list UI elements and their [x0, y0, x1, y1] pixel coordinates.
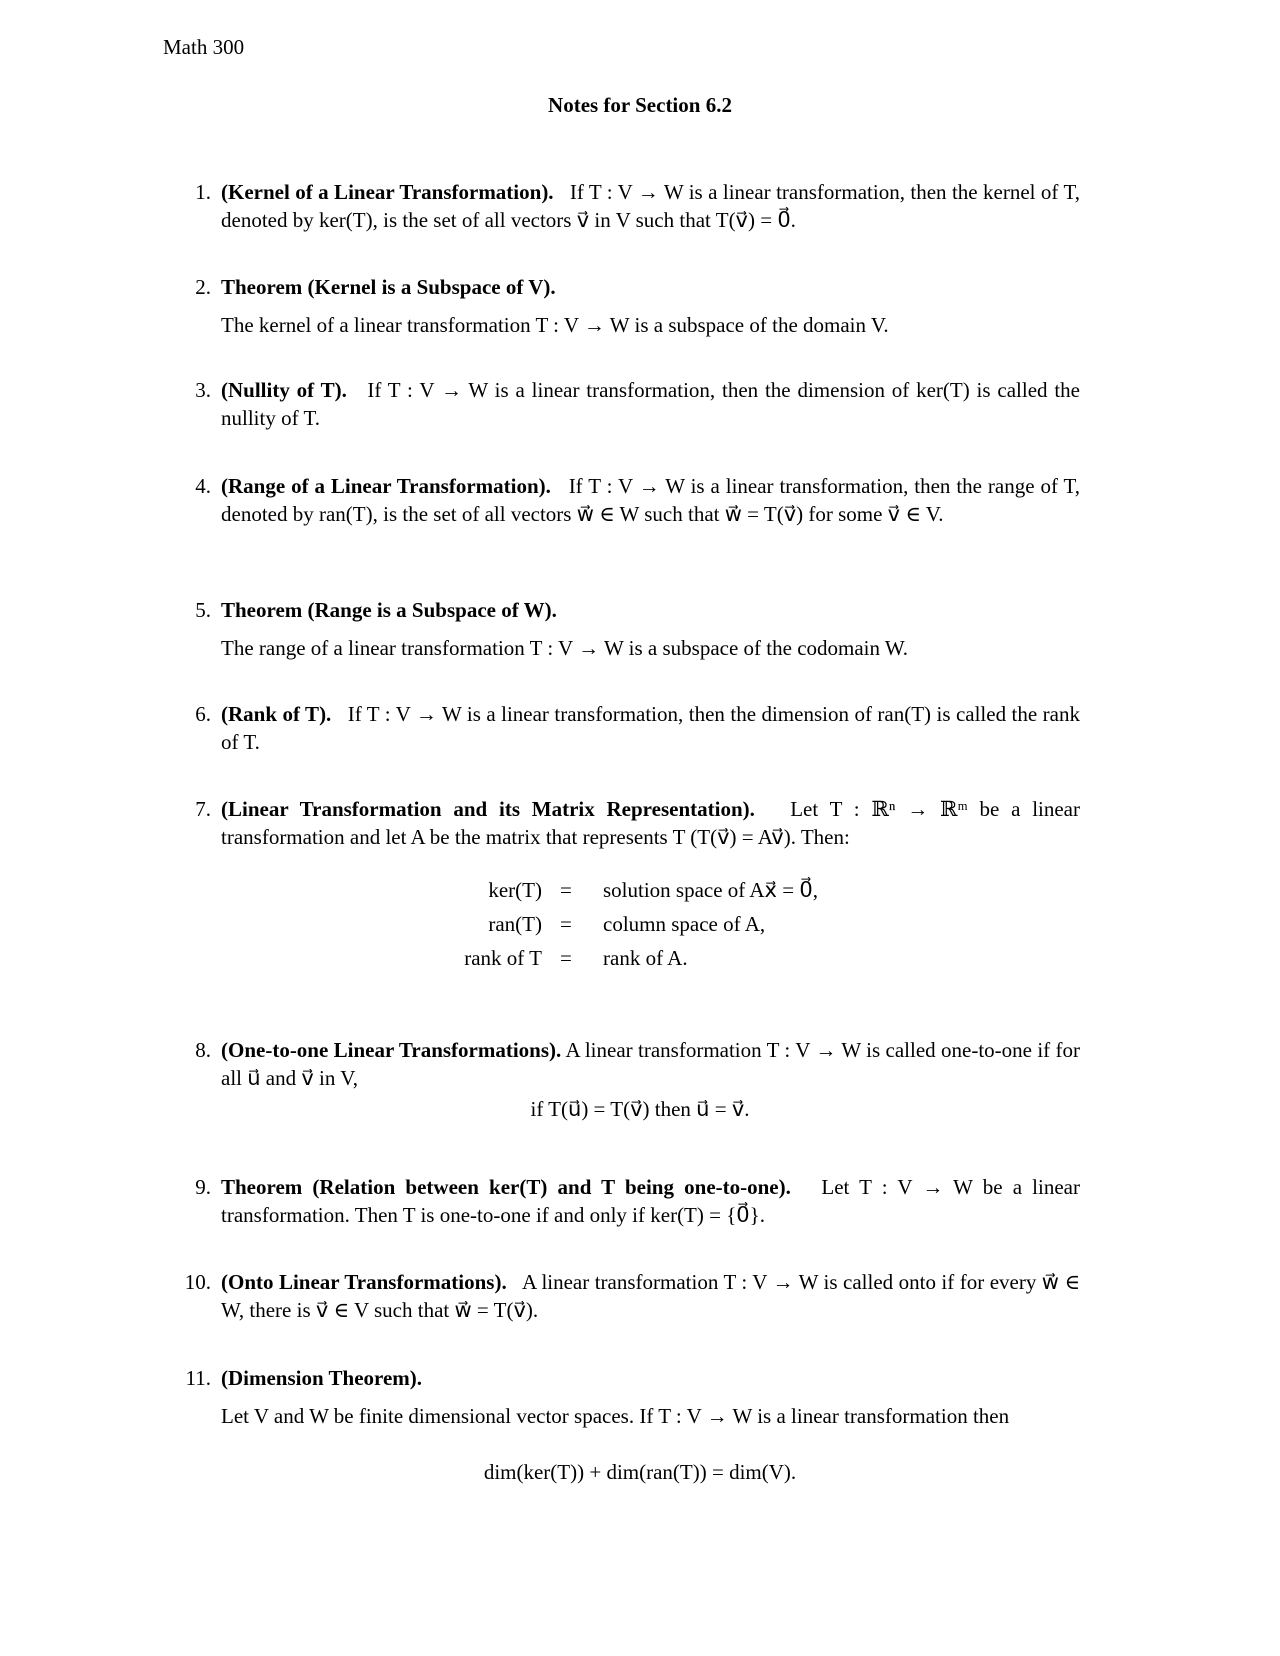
item-number: 2. [195, 275, 211, 299]
item-heading: (Range of a Linear Transformation). [221, 474, 551, 498]
note-item-range [168, 472, 1080, 528]
note-item-onto [168, 1268, 1080, 1324]
note-item-kernel-subspace [168, 273, 1080, 339]
equation-equals: = [560, 946, 572, 970]
note-item-rank [168, 700, 1080, 756]
item-text: If T : V → W is a linear transformation, then the kernel of T, denoted by ker(T), is the set of all vectors v⃗ in V such that T(v⃗) = 0⃗. [221, 180, 1080, 232]
item-heading: (Nullity of T). [221, 378, 347, 402]
display-equation: dim(ker(T)) + dim(ran(T)) = dim(V). [483, 1460, 797, 1484]
note-item-nullity [168, 376, 1080, 432]
item-number: 7. [195, 797, 211, 821]
item-number: 1. [195, 180, 211, 204]
item-number: 10. [184, 1270, 211, 1294]
item-heading: (Onto Linear Transformations). [221, 1270, 507, 1294]
note-item-range-subspace [168, 596, 1080, 662]
note-item-kernel-one-to-one [168, 1173, 1080, 1229]
item-number: 8. [195, 1038, 211, 1062]
item-text: A linear transformation T : V → W is called one-to-one if for all u⃗ and v⃗ in V, [221, 1038, 1081, 1090]
equation-equals: = [560, 912, 572, 936]
equation-lhs: ker(T) [488, 878, 542, 902]
item-number: 6. [195, 702, 211, 726]
item-text: Let V and W be finite dimensional vector spaces. If T : V → W is a linear transformation then [221, 1404, 1010, 1428]
note-item-one-to-one [168, 1036, 1080, 1092]
item-number: 3. [195, 378, 211, 402]
equation-rhs: rank of A. [603, 946, 688, 970]
item-heading: (Rank of T). [221, 702, 332, 726]
item-text: A linear transformation T : V → W is called onto if for every w⃗ ∈ W, there is v⃗ ∈ V such that w⃗ = T(v⃗). [221, 1270, 1080, 1322]
display-equation: if T(u⃗) = T(v⃗) then u⃗ = v⃗. [530, 1097, 750, 1121]
item-text: If T : V → W is a linear transformation, then the range of T, denoted by ran(T), is the set of all vectors w⃗ ∈ W such that w⃗ = T(v⃗) for some v⃗ ∈ V. [221, 474, 1081, 526]
item-number: 4. [195, 474, 211, 498]
note-item-dimension-theorem [168, 1364, 1080, 1430]
equation-lhs: rank of T [464, 946, 542, 970]
item-heading: (Linear Transformation and its Matrix Representation). [221, 797, 755, 821]
item-heading: (One-to-one Linear Transformations). [221, 1038, 562, 1062]
item-heading: (Kernel of a Linear Transformation). [221, 180, 554, 204]
item-text: The kernel of a linear transformation T : V → W is a subspace of the domain V. [221, 313, 889, 337]
note-item-matrix-representation [168, 795, 1080, 851]
equation-equals: = [560, 878, 572, 902]
page-title: Notes for Section 6.2 [548, 93, 732, 117]
course-header: Math 300 [163, 35, 245, 59]
item-heading: (Dimension Theorem). [221, 1366, 423, 1390]
equation-rhs: solution space of Ax⃗ = 0⃗, [603, 878, 818, 902]
item-heading: Theorem (Relation between ker(T) and T being one-to-one). [221, 1175, 791, 1199]
item-heading: Theorem (Range is a Subspace of W). [221, 598, 557, 622]
equation-rhs: column space of A, [603, 912, 766, 936]
item-text: If T : V → W is a linear transformation, then the dimension of ran(T) is called the rank of T. [221, 702, 1080, 754]
item-number: 5. [195, 598, 211, 622]
note-item-kernel [168, 178, 1080, 234]
equation-lhs: ran(T) [488, 912, 542, 936]
item-number: 9. [195, 1175, 211, 1199]
item-text: The range of a linear transformation T : V → W is a subspace of the codomain W. [221, 636, 909, 660]
item-number: 11. [185, 1366, 211, 1390]
item-heading: Theorem (Kernel is a Subspace of V). [221, 275, 556, 299]
item-text: Let T : V → W be a linear transformation. Then T is one-to-one if and only if ker(T) = {0⃗}. [221, 1175, 1080, 1227]
item-text: If T : V → W is a linear transformation, then the dimension of ker(T) is called the nullity of T. [221, 378, 1081, 430]
item-text: Let T : ℝⁿ → ℝᵐ be a linear transformation and let A be the matrix that represents T (T(v⃗) = Av⃗). Then: [221, 797, 1080, 849]
